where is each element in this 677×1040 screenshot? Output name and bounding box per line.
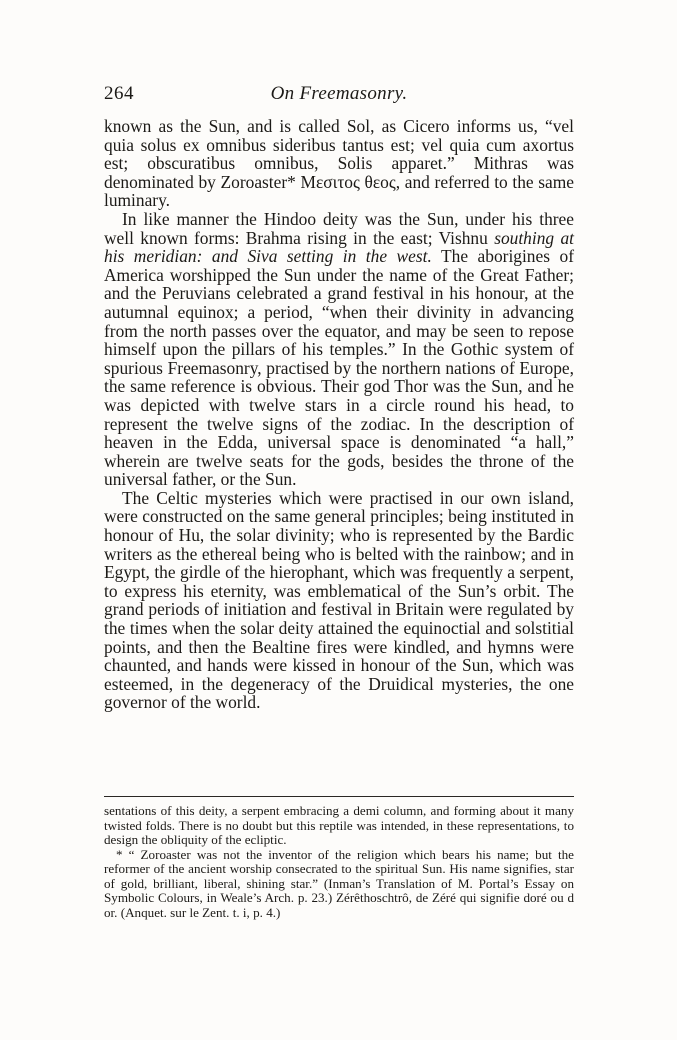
footnote-continuation: sentations of this deity, a serpent embracing a demi column, and forming about it many twisted folds. There is no doubt but this reptile was intended, in these representations, to design the obliquity of the ecliptic. bbox=[104, 803, 574, 847]
paragraph-2-italic-text: southing at his meridian: and Siva setting in the west. bbox=[104, 227, 574, 267]
paragraph-1 bbox=[104, 117, 574, 210]
page-number: 264 bbox=[104, 83, 134, 104]
paragraph-2-text-a: In like manner the Hindoo deity was the Sun, under his three well known forms: Brahma rising in the east; Vishnu bbox=[104, 208, 574, 248]
footnotes bbox=[104, 804, 574, 920]
paragraph-2-text-b: The aborigines of America worshipped the Sun under the name of the Great Father; and the Peruvians celebrated a grand festival in his honour, at the autumnal equinox; a period, “when their divinity in advancing from the north passes over the equator, and may be seen to repose himself upon the pillars of his temples.” In the Gothic system of spurious Freemasonry, practised by the northern nations of Europe, the same reference is obvious. Their god Thor was the Sun, and he was depicted with twelve stars in a circle round his head, to represent the twelve signs of the zodiac. In the description of heaven in the Edda, universal space is denominated “a hall,” wherein are twelve seats for the gods, besides the throne of the universal father, or the Sun. bbox=[104, 246, 574, 490]
page-header bbox=[104, 83, 574, 109]
paragraph-3: The Celtic mysteries which were practised in our own island, were constructed on the same general principles; being instituted in honour of Hu, the solar divinity; who is represented by the Bardic writers as the ethereal being who is belted with the rainbow; and in Egypt, the girdle of the hierophant, which was frequently a serpent, to express his eternity, was emblematical of the Sun’s orbit. The grand periods of initiation and festival in Britain were regulated by the times when the solar deity attained the equinoctial and solstitial points, and then the Bealtine fires were kindled, and hymns were chaunted, and hands were kissed in honour of the Sun, which was esteemed, in the degeneracy of the Druidical mysteries, the one governor of the world. bbox=[104, 487, 574, 713]
paragraph-1-text-b: , and referred to the same luminary. bbox=[104, 171, 575, 211]
paragraph-2 bbox=[104, 210, 574, 489]
running-title: On Freemasonry. bbox=[270, 83, 408, 104]
footnote-zoroaster: * “ Zoroaster was not the inventor of the religion which bears his name; but the reformer of the ancient worship consecrated to the spiritual Sun. His name signifies, star of gold, brilliant, liberal, shining star.” (Inman’s Translation of M. Portal’s Essay on Symbolic Colours, in Weale’s Arch. p. 23.) Zérêthoschtrô, de Zéré qui signifie doré ou d or. (Anquet. sur le Zent. t. i, p. 4.) bbox=[104, 846, 574, 920]
greek-epithet: Μεσιτος θεος bbox=[300, 171, 396, 192]
paragraph-1-text-a: known as the Sun, and is called Sol, as Cicero informs us, “vel quia solus ex omnibus sideribus tantus est; vel quia cum axortus est; obscuratibus omnibus, Solis apparet.” Mithras was denominated by Zoroaster* bbox=[104, 116, 574, 192]
main-text bbox=[104, 117, 574, 712]
footnote-divider bbox=[104, 796, 574, 797]
